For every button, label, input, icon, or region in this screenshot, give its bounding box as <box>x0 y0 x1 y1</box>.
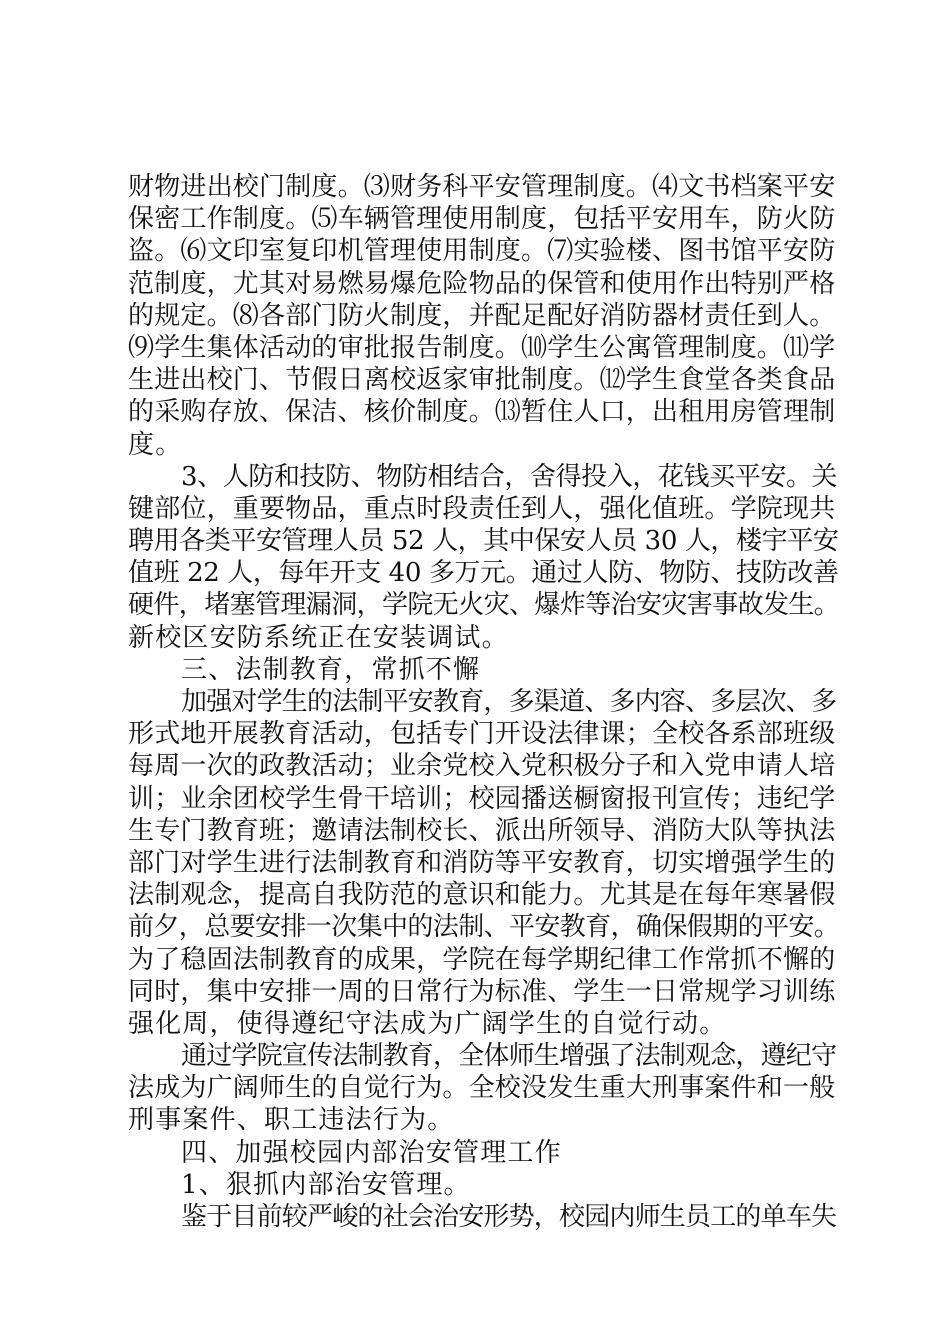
text-line: 法制观念，提高自我防范的意识和能力。尤其是在每年寒暑假 <box>128 880 836 911</box>
subsection-heading: 1、狠抓内部治安管理。 <box>181 1169 471 1200</box>
paragraph-start-line: 3、人防和技防、物防相结合，舍得投入，花钱买平安。关 <box>181 461 838 492</box>
text-line: 的规定。⑻各部门防火制度，并配足配好消防器材责任到人。 <box>128 300 836 331</box>
text-line: 值班 22 人，每年开支 40 多万元。通过人防、物防、技防改善 <box>128 558 839 589</box>
text-line: 范制度，尤其对易燃易爆危险物品的保管和使用作出特别严格 <box>128 268 836 299</box>
text-line: 财物进出校门制度。⑶财务科平安管理制度。⑷文书档案平安 <box>128 172 836 202</box>
section-heading: 三、法制教育，常抓不懈 <box>181 654 481 685</box>
text-line: 生专门教育班；邀请法制校长、派出所领导、消防大队等执法 <box>128 815 836 846</box>
text-line: 同时，集中安排一周的日常行为标准、学生一日常规学习训练 <box>128 976 836 1007</box>
section-heading: 四、加强校园内部治安管理工作 <box>181 1137 562 1168</box>
text-line: 的采购存放、保洁、核价制度。⒀暂住人口，出租用房管理制 <box>128 397 836 428</box>
text-line: 硬件，堵塞管理漏洞，学院无火灾、爆炸等治安灾害事故发生。 <box>128 590 840 621</box>
text-line: 为了稳固法制教育的成果，学院在每学期纪律工作常抓不懈的 <box>128 944 836 975</box>
text-line: 训；业余团校学生骨干培训；校园播送橱窗报刊宣传；违纪学 <box>128 783 836 814</box>
text-line: 形式地开展教育活动，包括专门开设法律课；全校各系部班级 <box>128 719 836 750</box>
paragraph-start-line: 通过学院宣传法制教育，全体师生增强了法制观念，遵纪守 <box>181 1041 837 1072</box>
text-line: 每周一次的政教活动；业余党校入党积极分子和入党申请人培 <box>128 751 836 782</box>
text-line: 生进出校门、节假日离校返家审批制度。⑿学生食堂各类食品 <box>128 365 836 396</box>
text-line: 键部位，重要物品，重点时段责任到人，强化值班。学院现共 <box>128 493 836 524</box>
paragraph-start-line: 加强对学生的法制平安教育，多渠道、多内容、多层次、多 <box>181 687 837 717</box>
text-line: 聘用各类平安管理人员 52 人，其中保安人员 30 人，楼宇平安 <box>128 526 839 557</box>
text-line: 前夕，总要安排一次集中的法制、平安教育，确保假期的平安。 <box>128 912 840 943</box>
text-line: 刑事案件、职工违法行为。 <box>128 1105 455 1136</box>
text-line: 法成为广阔师生的自觉行为。全校没发生重大刑事案件和一般 <box>128 1073 836 1104</box>
text-line: 度。 <box>128 429 183 460</box>
paragraph-start-line: 鉴于目前较严峻的社会治安形势，校园内师生员工的单车失 <box>181 1202 837 1232</box>
text-line: 保密工作制度。⑸车辆管理使用制度，包括平安用车，防火防 <box>128 204 836 235</box>
document-body <box>128 171 840 1233</box>
text-line: 强化周，使得遵纪守法成为广阔学生的自觉行动。 <box>128 1008 727 1039</box>
text-line: 新校区安防系统正在安装调试。 <box>128 622 509 653</box>
text-line: ⑼学生集体活动的审批报告制度。⑽学生公寓管理制度。⑾学 <box>128 332 836 363</box>
text-line: 盗。⑹文印室复印机管理使用制度。⑺实验楼、图书馆平安防 <box>128 236 836 267</box>
text-line: 部门对学生进行法制教育和消防等平安教育，切实增强学生的 <box>128 847 836 878</box>
